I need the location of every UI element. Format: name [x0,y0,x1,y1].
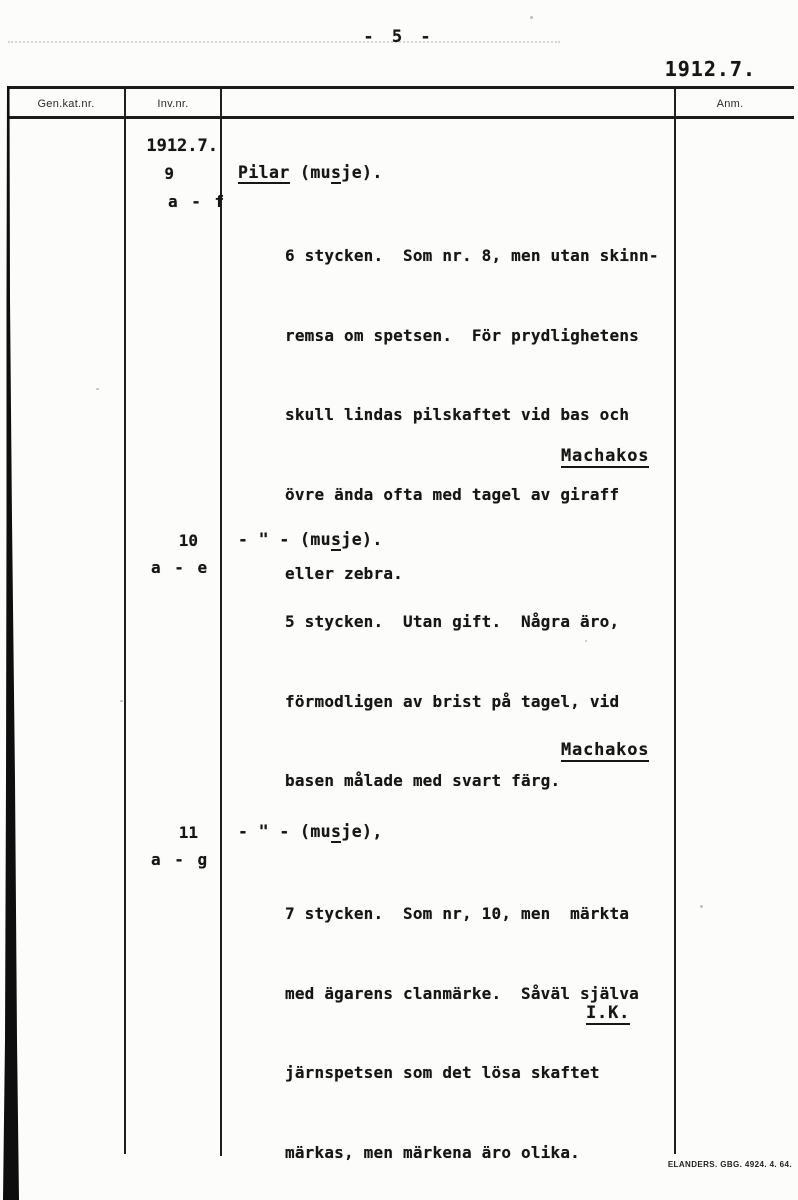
inventory-number: 10 [178,531,198,550]
entry-title-lead: - " - [238,822,290,841]
description-line: 7 stycken. Som nr, 10, men märkta [285,904,630,923]
description-line: eller zebra. [285,564,403,583]
inventory-number: 11 [178,823,198,842]
provenance-signature-text: Machakos [561,446,650,466]
entry-title-text: (mu [289,822,332,841]
entry-title-underlined-s: s [331,530,342,549]
entry-title [238,530,383,549]
entry-title-text: (mu [289,163,332,182]
entry-title-lead: Pilar [238,163,290,182]
entry-title-underlined-s: s [331,163,342,182]
printer-imprint: ELANDERS. GBG. 4924. 4. 64. [667,1160,792,1169]
description-line: märkas, men märkena äro olika. [285,1142,580,1162]
column-divider-2 [220,86,222,1156]
entry-description [285,556,619,848]
scan-speck [120,700,123,702]
inventory-number: 9 [164,164,174,183]
entry-title-text: je). [341,163,383,182]
cataloguer-initials-text: I.K. [586,1003,631,1023]
description-line: remsa om spetsen. För prydlighetens [285,325,639,345]
group-year-label: 1912.7. [146,136,218,156]
sub-item-range: a - g [151,850,210,869]
entry-title-text: (mu [289,530,332,549]
header-year: 1912.7. [664,57,756,81]
sub-item-range: a - f [168,192,227,211]
scan-speck [700,905,703,908]
description-line: med ägarens clanmärke. Såväl själva [285,983,639,1003]
entry-title-underlined-s: s [331,822,342,841]
description-line: 5 stycken. Utan gift. Några äro, [285,612,620,631]
description-line: förmodligen av brist på tagel, vid [285,691,620,711]
entry-title-text: je), [341,822,383,841]
provenance-signature-text: Machakos [561,740,650,760]
provenance-signature [561,740,649,760]
page-edge-shadow [0,0,24,1200]
description-line: 6 stycken. Som nr. 8, men utan skinn- [285,246,659,265]
description-line: skull lindas pilskaftet vid bas och [285,405,630,424]
column-divider-3 [674,86,676,1154]
entry-title [238,822,383,841]
column-divider-1 [124,86,126,1154]
page-number: - 5 - [363,27,435,47]
sub-item-range: a - e [151,558,210,577]
provenance-signature [561,446,649,466]
entry-title-lead: - " - [238,530,290,549]
column-header-anm: Anm. [716,98,744,110]
entry-title-text: je). [341,530,383,549]
scan-speck [96,388,99,390]
description-line: järnspetsen som det lösa skaftet [285,1063,600,1082]
description-line: övre ända ofta med tagel av giraff [285,484,620,504]
description-line: basen målade med svart färg. [285,771,561,790]
scan-speck [530,16,533,19]
cataloguer-initials [586,1003,630,1023]
entry-title [238,163,383,182]
column-header-gen-kat-nr: Gen.kat.nr. [37,98,95,110]
column-header-inv-nr: Inv.nr. [157,98,189,110]
